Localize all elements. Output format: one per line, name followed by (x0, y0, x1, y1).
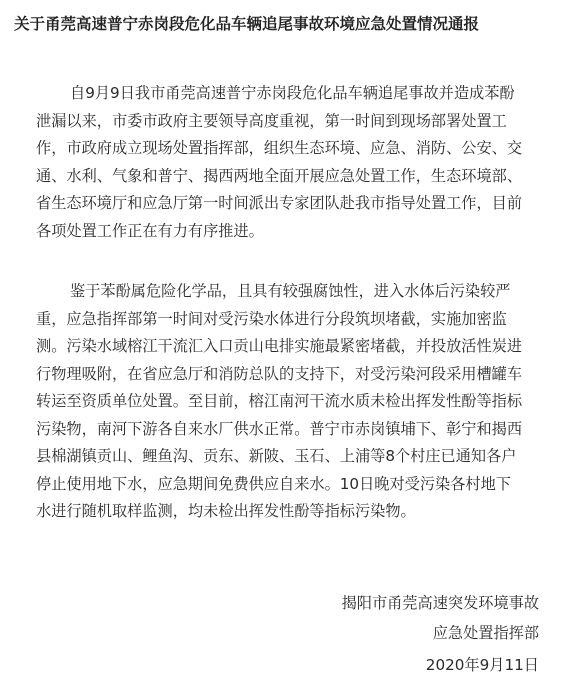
paragraph-line: 泄漏以来，市委市政府主要领导高度重视，第一时间到现场部署处置工 (36, 111, 507, 130)
paragraph-line: 省生态环境厅和应急厅第一时间派出专家团队赴我市指导处置工作，目前 (36, 194, 522, 212)
signature-organization: 揭阳市甬莞高速突发环境事故 (341, 594, 539, 612)
paragraph-line: 转运至资质单位处置。至目前，榕江南河干流水质未检出挥发性酚等指标 (36, 392, 522, 410)
paragraph-line: 重，应急指挥部第一时间对受污染水体进行分段筑坝堵截，实施加密监 (36, 309, 507, 328)
paragraph-line: 停止使用地下水，应急期间免费供应自来水。10日晚对受污染各村地下 (36, 474, 511, 493)
document-title: 关于甬莞高速普宁赤岗段危化品车辆追尾事故环境应急处置情况通报 (14, 15, 480, 33)
paragraph-line: 作，市政府成立现场处置指挥部，组织生态环境、应急、消防、公安、交 (36, 139, 522, 157)
paragraph-line: 测。污染水域榕江干流汇入口贡山电排实施最紧密堵截，并投放活性炭进 (36, 337, 522, 355)
paragraph-line: 县棉湖镇贡山、鲤鱼沟、贡东、新陂、玉石、上浦等8个村庄已通知各户 (36, 447, 517, 465)
paragraph-line: 污染物，南河下游各自来水厂供水正常。普宁市赤岗镇埔下、彰宁和揭西 (36, 419, 522, 438)
paragraph-line: 鉴于苯酚属危险化学品，且具有较强腐蚀性，进入水体后污染较严 (70, 282, 511, 300)
paragraph-line: 通、水利、气象和普宁、揭西两地全面开展应急处置工作，生态环境部、 (36, 166, 522, 185)
paragraph-1 (36, 80, 540, 245)
signature-date: 2020年9月11日 (425, 656, 539, 674)
paragraph-line: 各项处置工作正在有力有序推进。 (36, 221, 264, 240)
signature-department: 应急处置指挥部 (432, 624, 539, 642)
paragraph-2 (36, 278, 540, 526)
paragraph-line: 水进行随机取样监测，均未检出挥发性酚等指标污染物。 (36, 502, 416, 520)
paragraph-line: 自9月9日我市甬莞高速普宁赤岗段危化品车辆追尾事故并造成苯酚 (70, 84, 515, 102)
paragraph-line: 行物理吸附，在省应急厅和消防总队的支持下，对受污染河段采用槽罐车 (36, 364, 522, 383)
